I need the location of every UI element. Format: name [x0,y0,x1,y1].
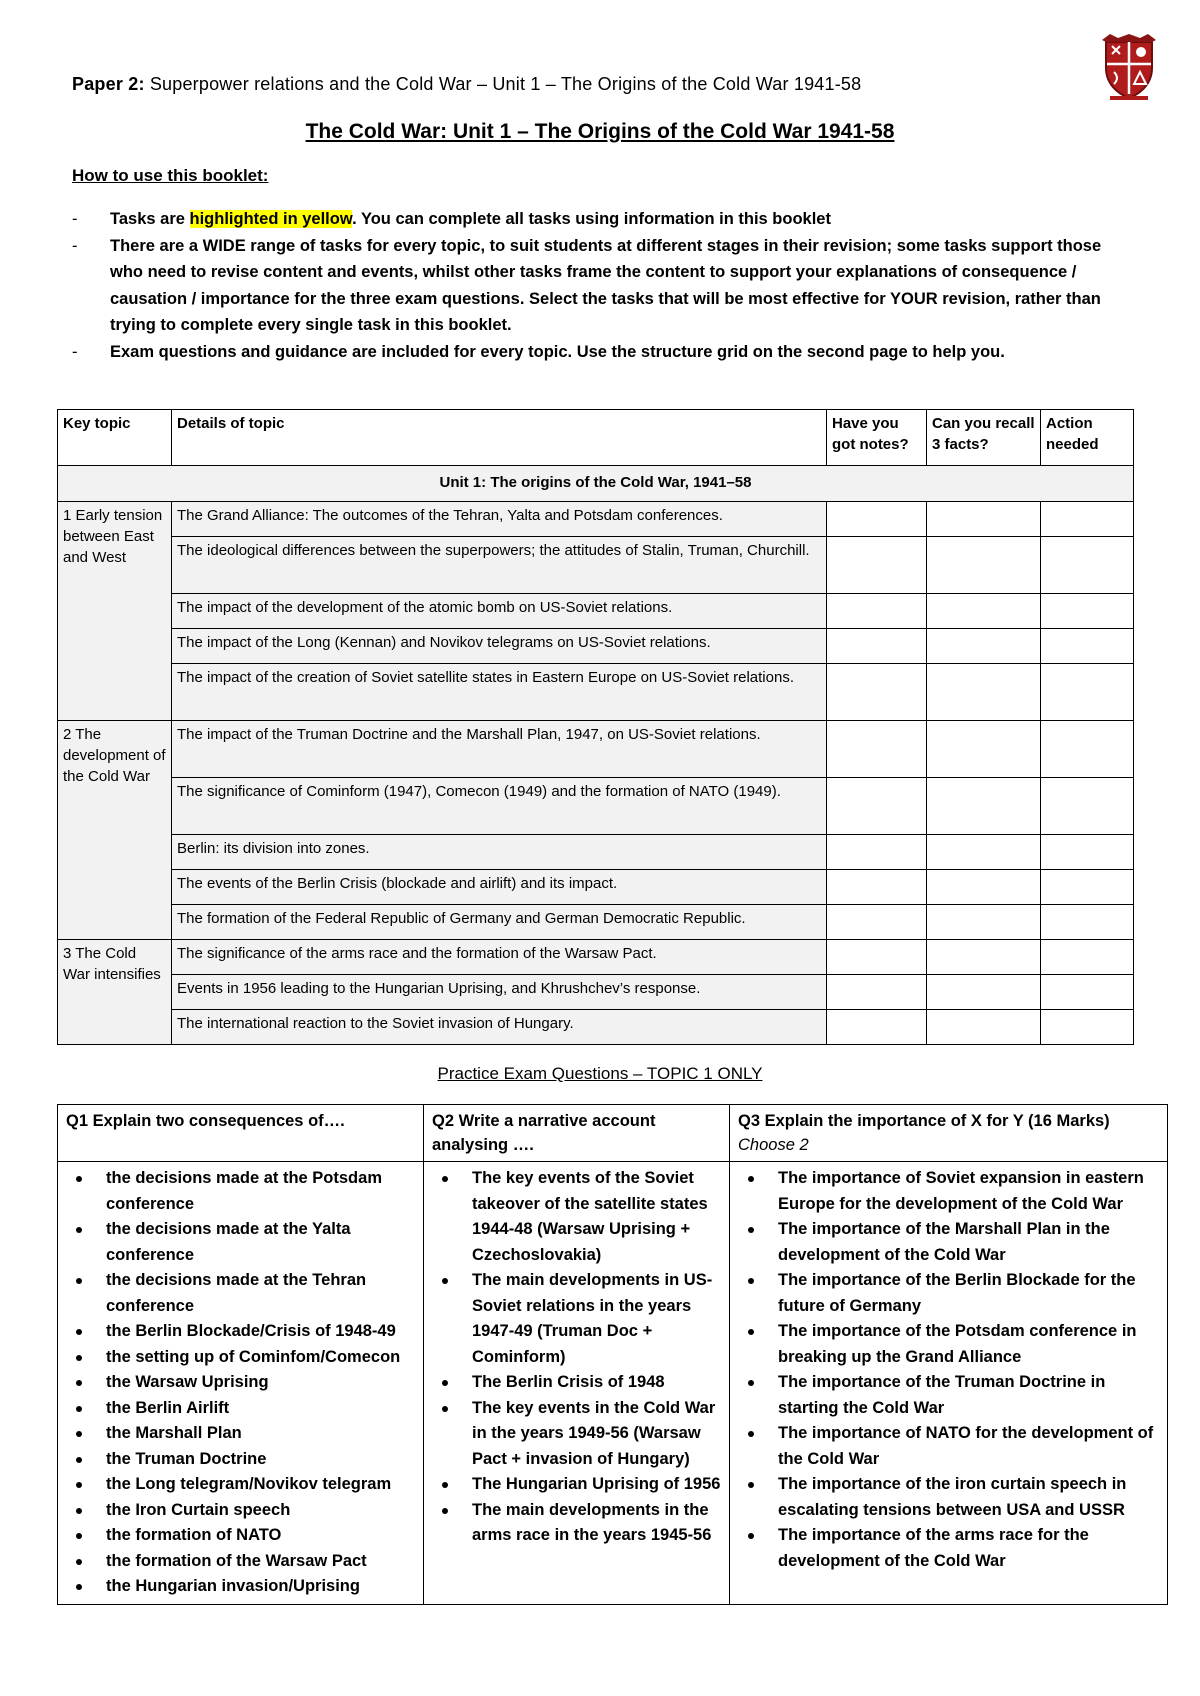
table-row [58,975,1134,1010]
notes-checkbox-cell[interactable] [827,778,927,835]
howto-item [72,206,1132,233]
q1-option-list [66,1166,415,1600]
header-text: Superpower relations and the Cold War – Unit 1 – The Origins of the Cold War 1941-58 [144,74,862,94]
recall-checkbox-cell[interactable] [927,778,1041,835]
q2-options-cell [424,1162,730,1605]
topic-detail: The ideological differences between the superpowers; the attitudes of Stalin, Truman, Churchill. [172,537,827,594]
topic-detail: The formation of the Federal Republic of Germany and German Democratic Republic. [172,905,827,940]
table-row [58,664,1134,721]
q3-options-cell [730,1162,1168,1605]
recall-checkbox-cell[interactable] [927,629,1041,664]
howto-item [72,233,1132,339]
action-cell[interactable] [1041,835,1134,870]
q2-option-list [432,1166,721,1549]
table-row [58,905,1134,940]
list-item: the formation of NATO [66,1523,415,1549]
list-item: The importance of Soviet expansion in eastern Europe for the development of the Cold War [738,1166,1159,1217]
column-header: Key topic [58,410,172,466]
action-cell[interactable] [1041,629,1134,664]
yellow-highlight: highlighted in yellow [189,210,353,228]
howto-item-text: There are a WIDE range of tasks for every topic, to suit students at different stages in their revision; some tasks support those who need to revise content and events, whilst other tasks frame the content to support your explanations of consequence / causation / importance for the three exam questions. Select the tasks that will be most effective for YOUR revision, rather than trying to complete every single task in this booklet. [110,236,1102,334]
unit-title: Unit 1: The origins of the Cold War, 1941–58 [58,466,1134,502]
q1-options-cell [58,1162,424,1605]
q3-option-list [738,1166,1159,1574]
exam-header-row [58,1105,1168,1162]
topics-checklist-table [57,409,1134,1045]
key-topic-cell: 2 The development of the Cold War [58,721,172,940]
notes-checkbox-cell[interactable] [827,594,927,629]
howto-item-text: Tasks are [110,210,190,228]
list-item: The importance of NATO for the development of the Cold War [738,1421,1159,1472]
list-item: The importance of the Truman Doctrine in starting the Cold War [738,1370,1159,1421]
notes-checkbox-cell[interactable] [827,905,927,940]
notes-checkbox-cell[interactable] [827,940,927,975]
howto-item-text: . You can complete all tasks using information in this booklet [352,210,831,228]
list-item: the Marshall Plan [66,1421,415,1447]
exam-body-row [58,1162,1168,1605]
action-cell[interactable] [1041,664,1134,721]
topic-detail: The impact of the development of the atomic bomb on US-Soviet relations. [172,594,827,629]
recall-checkbox-cell[interactable] [927,721,1041,778]
topic-detail: The impact of the Long (Kennan) and Novikov telegrams on US-Soviet relations. [172,629,827,664]
recall-checkbox-cell[interactable] [927,835,1041,870]
table-header-row [58,410,1134,466]
notes-checkbox-cell[interactable] [827,502,927,537]
q1-heading: Q1 Explain two consequences of…. [58,1105,424,1162]
list-item: the Berlin Blockade/Crisis of 1948-49 [66,1319,415,1345]
topic-detail: The impact of the Truman Doctrine and the Marshall Plan, 1947, on US-Soviet relations. [172,721,827,778]
list-item: the decisions made at the Tehran conference [66,1268,415,1319]
list-item: the Hungarian invasion/Uprising [66,1574,415,1600]
recall-checkbox-cell[interactable] [927,905,1041,940]
q3-heading-cell [730,1105,1168,1162]
list-item: The main developments in US-Soviet relations in the years 1947-49 (Truman Doc + Cominform) [432,1268,721,1370]
notes-checkbox-cell[interactable] [827,870,927,905]
list-item: the formation of the Warsaw Pact [66,1549,415,1575]
notes-checkbox-cell[interactable] [827,664,927,721]
list-item: The Hungarian Uprising of 1956 [432,1472,721,1498]
list-item: the setting up of Cominfom/Comecon [66,1345,415,1371]
howto-item [72,339,1132,366]
recall-checkbox-cell[interactable] [927,502,1041,537]
recall-checkbox-cell[interactable] [927,664,1041,721]
table-row [58,721,1134,778]
list-item: the Berlin Airlift [66,1396,415,1422]
table-row [58,1010,1134,1045]
topic-detail: Berlin: its division into zones. [172,835,827,870]
paper-label: Paper 2: [72,74,145,94]
list-item: The importance of the arms race for the development of the Cold War [738,1523,1159,1574]
list-item: The importance of the Potsdam conference in breaking up the Grand Alliance [738,1319,1159,1370]
list-item: the decisions made at the Potsdam conference [66,1166,415,1217]
notes-checkbox-cell[interactable] [827,975,927,1010]
action-cell[interactable] [1041,778,1134,835]
notes-checkbox-cell[interactable] [827,721,927,778]
topic-detail: The significance of the arms race and the formation of the Warsaw Pact. [172,940,827,975]
table-row [58,835,1134,870]
howto-list [72,206,1132,365]
list-item: the Truman Doctrine [66,1447,415,1473]
column-header: Can you recall 3 facts? [927,410,1041,466]
recall-checkbox-cell[interactable] [927,594,1041,629]
topic-detail: The events of the Berlin Crisis (blockade and airlift) and its impact. [172,870,827,905]
topic-detail: Events in 1956 leading to the Hungarian Uprising, and Khrushchev’s response. [172,975,827,1010]
action-cell[interactable] [1041,940,1134,975]
action-cell[interactable] [1041,721,1134,778]
topic-detail: The impact of the creation of Soviet satellite states in Eastern Europe on US-Soviet relations. [172,664,827,721]
list-item: The importance of the Marshall Plan in the development of the Cold War [738,1217,1159,1268]
q3-subheading: Choose 2 [738,1136,809,1154]
page-header [72,74,861,95]
key-topic-cell: 1 Early tension between East and West [58,502,172,721]
notes-checkbox-cell[interactable] [827,537,927,594]
action-cell[interactable] [1041,1010,1134,1045]
topic-detail: The significance of Cominform (1947), Comecon (1949) and the formation of NATO (1949). [172,778,827,835]
action-cell[interactable] [1041,870,1134,905]
notes-checkbox-cell[interactable] [827,835,927,870]
table-row [58,537,1134,594]
howto-item-text: Exam questions and guidance are included for every topic. Use the structure grid on the second page to help you. [110,342,1005,361]
recall-checkbox-cell[interactable] [927,975,1041,1010]
notes-checkbox-cell[interactable] [827,629,927,664]
document-title: The Cold War: Unit 1 – The Origins of the Cold War 1941-58 [305,120,895,143]
column-header: Have you got notes? [827,410,927,466]
table-row [58,940,1134,975]
table-row [58,594,1134,629]
q3-heading: Q3 Explain the importance of X for Y (16 Marks) [738,1112,1110,1130]
action-cell[interactable] [1041,975,1134,1010]
recall-checkbox-cell[interactable] [927,870,1041,905]
action-cell[interactable] [1041,905,1134,940]
list-item: The main developments in the arms race in the years 1945-56 [432,1498,721,1549]
table-row [58,629,1134,664]
list-item: The Berlin Crisis of 1948 [432,1370,721,1396]
table-row [58,778,1134,835]
key-topic-cell: 3 The Cold War intensifies [58,940,172,1045]
list-item: The key events of the Soviet takeover of the satellite states 1944-48 (Warsaw Uprising + Czechoslovakia) [432,1166,721,1268]
q2-heading: Q2 Write a narrative account analysing …. [424,1105,730,1162]
list-item: the Warsaw Uprising [66,1370,415,1396]
list-item: the Long telegram/Novikov telegram [66,1472,415,1498]
unit-row [58,466,1134,502]
topic-detail: The international reaction to the Soviet invasion of Hungary. [172,1010,827,1045]
practice-questions-title: Practice Exam Questions – TOPIC 1 ONLY [437,1064,763,1083]
column-header: Details of topic [172,410,827,466]
action-cell[interactable] [1041,594,1134,629]
school-crest-icon [1100,34,1158,100]
recall-checkbox-cell[interactable] [927,537,1041,594]
list-item: The key events in the Cold War in the years 1949-56 (Warsaw Pact + invasion of Hungary) [432,1396,721,1473]
list-item: the decisions made at the Yalta conference [66,1217,415,1268]
column-header: Action needed [1041,410,1134,466]
notes-checkbox-cell[interactable] [827,1010,927,1045]
practice-questions-table [57,1104,1168,1605]
action-cell[interactable] [1041,537,1134,594]
list-item: The importance of the iron curtain speech in escalating tensions between USA and USSR [738,1472,1159,1523]
recall-checkbox-cell[interactable] [927,940,1041,975]
howto-heading: How to use this booklet: [72,166,269,185]
list-item: The importance of the Berlin Blockade for the future of Germany [738,1268,1159,1319]
list-item: the Iron Curtain speech [66,1498,415,1524]
table-row [58,870,1134,905]
recall-checkbox-cell[interactable] [927,1010,1041,1045]
table-row [58,502,1134,537]
action-cell[interactable] [1041,502,1134,537]
topic-detail: The Grand Alliance: The outcomes of the Tehran, Yalta and Potsdam conferences. [172,502,827,537]
